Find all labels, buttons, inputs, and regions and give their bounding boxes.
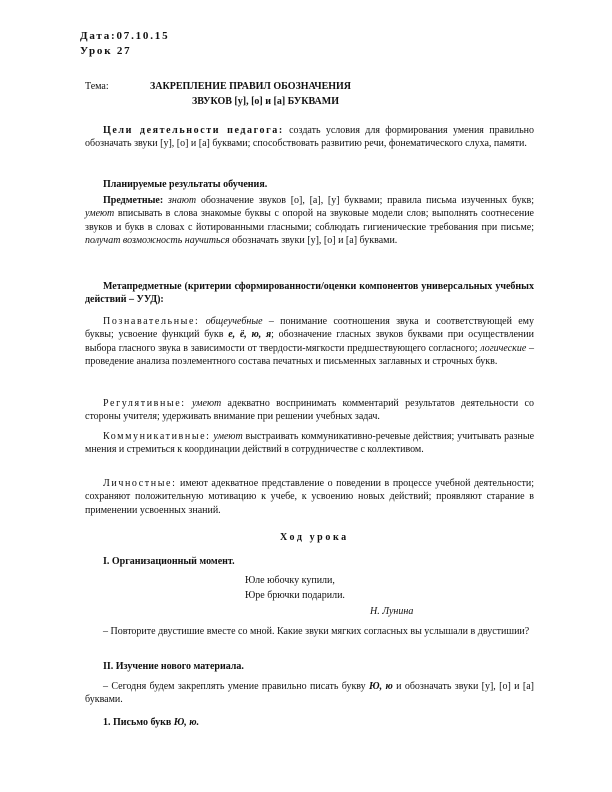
- goals-paragraph: [85, 124, 534, 151]
- teacher-intro: – Сегодня будем закреплять умение правильно писать букву Ю, ю и обозначать звуки [у], [о] и [а] буквами.: [85, 681, 534, 706]
- lesson-flow-title: Ход урока: [280, 532, 349, 543]
- subsection-letters-writing: 1. Письмо букв Ю, ю.: [103, 717, 200, 728]
- poem-author: Н. Лунина: [370, 606, 414, 617]
- results-heading: Планируемые результаты обучения.: [103, 179, 268, 190]
- communicative-label: Коммуникативные:: [103, 431, 211, 442]
- regulatory-label: Регулятивные:: [103, 398, 186, 409]
- poem-line-2: Юре брючки подарили.: [245, 590, 345, 601]
- poem-line-1: Юле юбочку купили,: [245, 575, 335, 586]
- personal-label: Личностные:: [103, 478, 177, 489]
- section-new-material: II. Изучение нового материала.: [103, 661, 244, 672]
- cognitive-label: Познавательные:: [103, 316, 200, 327]
- topic-label: Тема:: [85, 81, 109, 92]
- goals-text: создать условия для формирования умения правильно обозначать звуки [у], [о] и [а] буквами; способствовать развитию речи, фонематического слуха, памяти.: [85, 125, 535, 150]
- meta-heading: Метапредметные (критерии сформированности/оценки компонентов универсальных учебных действий – УУД):: [85, 281, 534, 306]
- teacher-question: – Повторите двустишие вместе со мной. Какие звуки мягких согласных вы услышали в двустишии?: [103, 626, 530, 637]
- topic-title-line2: ЗВУКОВ [у], [о] и [а] БУКВАМИ: [192, 96, 339, 107]
- personal-paragraph: Личностные: имеют адекватное представление о поведении в процессе учебной деятельности; сохраняют положительную мотивацию к учебе, к усвоению новых действий; проявляют старание в применении усвоенных знаний.: [85, 478, 534, 516]
- subject-results-paragraph: Предметные: знают обозначение звуков [о], [а], [у] буквами; правила письма изученных букв; умеют вписывать в слова знакомые буквы с опорой на звуковые модели слов; выполнять соотнесение звуков и букв в словах с йотированными гласными; соблюдать гигиенические требования при письме; получат возможность научиться обозначать звуки [у], [о] и [а] буквами.: [85, 195, 535, 247]
- subject-label: Предметные:: [103, 195, 164, 206]
- lesson-date: Дата:07.10.15: [80, 30, 170, 42]
- communicative-paragraph: Коммуникативные: умеют выстраивать коммуникативно-речевые действия; учитывать разные мнения и стремиться к координации действий в сотрудничестве с коллективом.: [85, 431, 535, 456]
- goals-label: Цели деятельности педагога:: [103, 125, 284, 136]
- lesson-number: Урок 27: [80, 45, 132, 57]
- cognitive-paragraph: Познавательные: общеучебные – понимание соотношения звука и соответствующей ему буквы; усвоение функций букв е, ё, ю, я; обозначение гласных звуков буквами при осуществлении выбора гласного звука в зависимости от твердости-мягкости предшествующего согласного; логические – проведение анализа поэлементного состава печатных и письменных заглавных и строчных букв.: [85, 316, 534, 368]
- regulatory-paragraph: Регулятивные: умеют адекватно воспринимать комментарий результатов деятельности со стороны учителя; удерживать внимание при решении учебных задач.: [85, 398, 534, 423]
- topic-title-line1: ЗАКРЕПЛЕНИЕ ПРАВИЛ ОБОЗНАЧЕНИЯ: [150, 81, 352, 92]
- section-org-moment: I. Организационный момент.: [103, 556, 235, 567]
